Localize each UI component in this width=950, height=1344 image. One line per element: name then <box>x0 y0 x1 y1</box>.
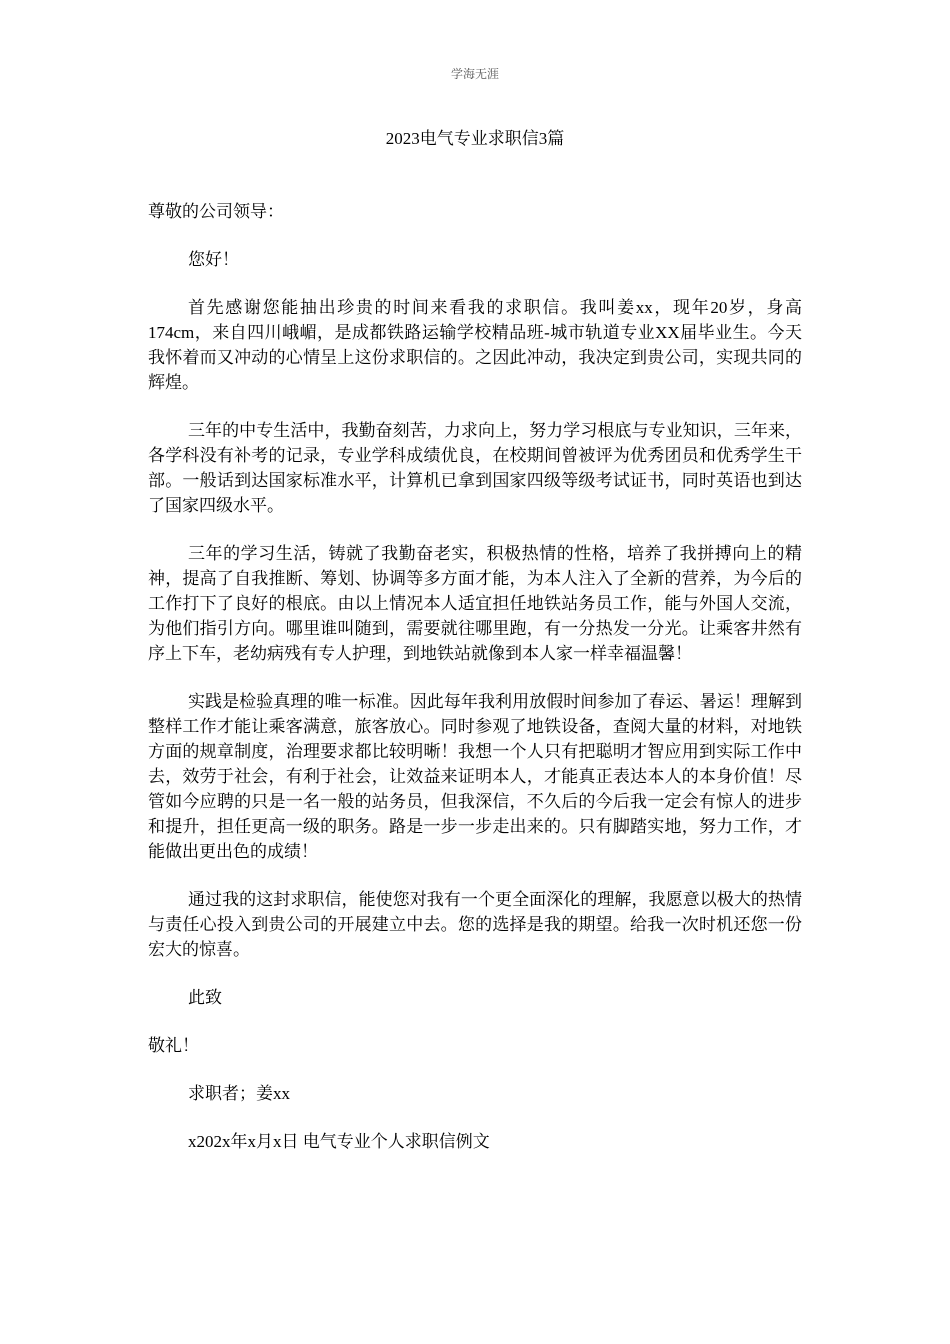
paragraph-4: 实践是检验真理的唯一标准。因此每年我利用放假时间参加了春运、暑运！理解到整样工作才能让乘客满意，旅客放心。同时参观了地铁设备，查阅大量的材料，对地铁方面的规章制度，治理要求都比较明晰！我想一个人只有把聪明才智应用到实际工作中去，效劳于社会，有利于社会，让效益来证明本人，才能真正表达本人的本身价值！尽管如今应聘的只是一名一般的站务员，但我深信，不久后的今后我一定会有惊人的进步和提升，担任更高一级的职务。路是一步一步走出来的。只有脚踏实地，努力工作，才能做出更出色的成绩！ <box>148 692 802 861</box>
closing-line-2: 敬礼！ <box>148 1036 199 1055</box>
paragraph-5: 通过我的这封求职信，能使您对我有一个更全面深化的理解，我愿意以极大的热情与责任心投入到贵公司的开展建立中去。您的选择是我的期望。给我一次时机还您一份宏大的惊喜。 <box>148 890 802 959</box>
paragraph-2: 三年的中专生活中，我勤奋刻苦，力求向上，努力学习根底与专业知识，三年来，各学科没有补考的记录，专业学科成绩优良，在校期间曾被评为优秀团员和优秀学生干部。一般话到达国家标准水平，计算机已拿到国家四级等级考试证书，同时英语也到达了国家四级水平。 <box>148 421 802 515</box>
closing-line-1: 此致 <box>188 988 222 1007</box>
letter-body <box>148 199 802 1177</box>
page-header-watermark: 学海无涯 <box>450 67 499 81</box>
date-line: x202x年x月x日 电气专业个人求职信例文 <box>188 1132 490 1151</box>
salutation: 尊敬的公司领导： <box>148 202 284 221</box>
paragraph-3: 三年的学习生活，铸就了我勤奋老实，积极热情的性格，培养了我拼搏向上的精神，提高了自我推断、筹划、协调等多方面才能，为本人注入了全新的营养，为今后的工作打下了良好的根底。由以上情况本人适宜担任地铁站务员工作，能与外国人交流，为他们指引方向。哪里谁叫随到，需要就往哪里跑，有一分热发一分光。让乘客井然有序上下车，老幼病残有专人护理，到地铁站就像到本人家一样幸福温馨！ <box>148 544 802 663</box>
greeting: 您好！ <box>188 250 239 269</box>
signature: 求职者；姜xx <box>188 1084 290 1103</box>
document-title: 2023电气专业求职信3篇 <box>385 129 565 148</box>
paragraph-1: 首先感谢您能抽出珍贵的时间来看我的求职信。我叫姜xx，现年20岁，身高174cm，来自四川峨嵋，是成都铁路运输学校精品班-城市轨道专业XX届毕业生。今天我怀着而又冲动的心情呈上这份求职信的。之因此冲动，我决定到贵公司，实现共同的辉煌。 <box>148 298 802 392</box>
